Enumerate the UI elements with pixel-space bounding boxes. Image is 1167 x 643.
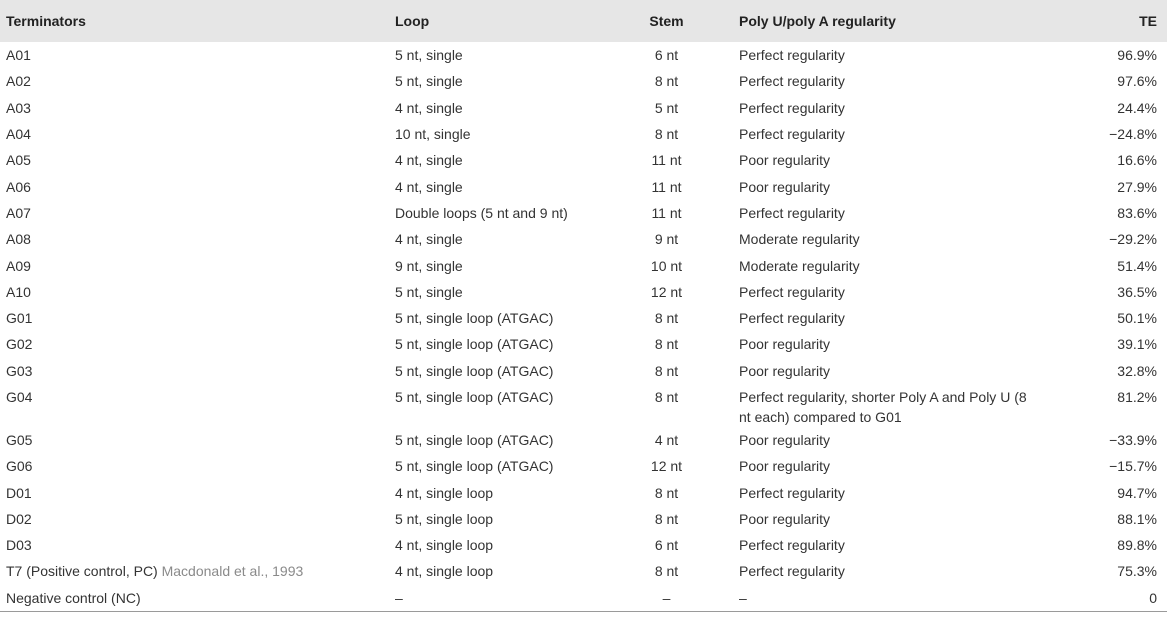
cell-loop: Double loops (5 nt and 9 nt)	[395, 204, 568, 221]
cell-terminator: Negative control (NC)	[0, 585, 389, 612]
table-row	[0, 147, 1167, 173]
cell-terminator: G05	[6, 432, 33, 448]
cell-stem: 8 nt	[654, 362, 679, 379]
cell-loop: 4 nt, single	[395, 178, 463, 195]
cell-loop: 5 nt, single loop (ATGAC)	[395, 458, 554, 475]
cell-terminator: A07	[6, 204, 31, 221]
cell-te: 50.1%	[1117, 310, 1157, 327]
table-row	[0, 585, 1167, 612]
cell-loop: 5 nt, single loop (ATGAC)	[395, 310, 554, 327]
cell-terminator: G03	[6, 362, 33, 379]
cell-poly: –	[733, 585, 1039, 612]
table-row	[0, 173, 1167, 199]
cell-te: 0	[1039, 585, 1167, 612]
cell-te: 32.8%	[1117, 362, 1157, 379]
table-row	[0, 200, 1167, 226]
cell-terminator: A06	[6, 178, 31, 195]
cell-te: 24.4%	[1117, 99, 1157, 116]
cell-loop: 4 nt, single	[395, 99, 463, 116]
cell-te: 94.7%	[1117, 484, 1157, 501]
cell-stem: 8 nt	[654, 336, 679, 353]
table-row	[0, 121, 1167, 147]
cell-te: −33.9%	[1109, 432, 1157, 448]
terminator-label: T7 (Positive control, PC)	[6, 563, 158, 580]
cell-loop: 4 nt, single loop	[395, 537, 494, 554]
table-row	[0, 252, 1167, 278]
cell-te: 81.2%	[1117, 388, 1157, 405]
cell-te: −29.2%	[1109, 231, 1157, 248]
cell-poly: Poor regularity	[739, 178, 831, 195]
cell-te: 96.9%	[1117, 47, 1157, 64]
cell-te: 83.6%	[1117, 204, 1157, 221]
citation-link[interactable]: Macdonald et al., 1993	[161, 563, 304, 580]
cell-stem: 11 nt	[651, 178, 682, 195]
cell-terminator: G02	[6, 336, 33, 353]
table-row	[0, 427, 1167, 453]
cell-stem: 6 nt	[654, 47, 679, 64]
table-row	[0, 226, 1167, 252]
cell-stem: 9 nt	[654, 231, 679, 248]
cell-poly: Perfect regularity	[739, 99, 845, 116]
cell-poly: Perfect regularity	[739, 484, 845, 501]
cell-poly: Poor regularity	[739, 458, 831, 475]
table-row	[0, 331, 1167, 357]
table-row	[0, 68, 1167, 94]
cell-terminator: G06	[6, 458, 33, 475]
cell-stem: 10 nt	[650, 257, 683, 274]
cell-stem: –	[600, 585, 733, 612]
cell-te: −24.8%	[1109, 126, 1157, 143]
cell-stem: 8 nt	[654, 310, 679, 327]
cell-poly: Perfect regularity	[739, 47, 845, 64]
cell-loop: 5 nt, single loop (ATGAC)	[395, 336, 554, 353]
cell-poly: Poor regularity	[739, 336, 831, 353]
table-row	[0, 42, 1167, 68]
cell-stem: 8 nt	[654, 484, 679, 501]
cell-te: 27.9%	[1117, 178, 1157, 195]
cell-stem: 8 nt	[654, 73, 679, 90]
table-row	[0, 279, 1167, 305]
header-te: TE	[1139, 13, 1157, 29]
cell-loop: 5 nt, single	[395, 283, 463, 300]
cell-poly: Perfect regularity	[739, 537, 845, 554]
cell-stem: 8 nt	[654, 510, 679, 527]
table-row	[0, 358, 1167, 384]
header-loop: Loop	[395, 13, 430, 29]
cell-terminator: D02	[6, 510, 32, 527]
cell-loop: 4 nt, single	[395, 231, 463, 248]
cell-terminator: D01	[6, 484, 32, 501]
cell-loop: 4 nt, single	[395, 152, 463, 169]
cell-te: 97.6%	[1117, 73, 1157, 90]
cell-loop: 5 nt, single	[395, 73, 463, 90]
cell-terminator: A04	[6, 126, 31, 143]
cell-poly: Poor regularity	[739, 152, 831, 169]
cell-te: 39.1%	[1117, 336, 1157, 353]
cell-poly: Perfect regularity	[739, 310, 845, 327]
header-stem: Stem	[649, 13, 684, 29]
cell-terminator: G04	[6, 388, 33, 405]
cell-terminator: A08	[6, 231, 31, 248]
cell-stem: 11 nt	[651, 204, 682, 221]
cell-terminator: A09	[6, 257, 31, 274]
header-poly: Poly U/poly A regularity	[739, 13, 896, 29]
cell-poly: Perfect regularity	[739, 563, 845, 580]
cell-poly: Moderate regularity	[739, 231, 860, 248]
header-row	[0, 0, 1167, 42]
cell-poly: Poor regularity	[739, 362, 831, 379]
cell-loop: 9 nt, single	[395, 257, 463, 274]
cell-stem: 5 nt	[654, 99, 679, 116]
cell-loop: 5 nt, single loop (ATGAC)	[395, 432, 554, 448]
cell-poly: Perfect regularity, shorter Poly A and Poly U (8 nt each) compared to G01	[739, 388, 1027, 425]
cell-loop: 5 nt, single loop	[395, 510, 494, 527]
cell-terminator	[0, 558, 389, 584]
cell-stem: 12 nt	[650, 458, 683, 475]
cell-te: 75.3%	[1117, 563, 1157, 580]
header-terminators: Terminators	[6, 13, 86, 29]
cell-poly: Perfect regularity	[739, 73, 845, 90]
cell-te: 88.1%	[1117, 510, 1157, 527]
cell-loop: 5 nt, single	[395, 47, 463, 64]
cell-loop: 4 nt, single loop	[395, 484, 494, 501]
cell-te: −15.7%	[1109, 458, 1157, 475]
cell-terminator: A03	[6, 99, 31, 116]
cell-terminator: D03	[6, 537, 32, 554]
table-row	[0, 305, 1167, 331]
table-row	[0, 95, 1167, 121]
cell-loop: 5 nt, single loop (ATGAC)	[395, 362, 554, 379]
cell-te: 51.4%	[1117, 257, 1157, 274]
table-row	[0, 532, 1167, 558]
cell-terminator: A01	[6, 47, 31, 64]
table-row	[0, 558, 1167, 584]
cell-stem: 4 nt	[654, 432, 679, 448]
cell-te: 16.6%	[1117, 152, 1157, 169]
cell-te: 89.8%	[1117, 537, 1157, 554]
table-row	[0, 384, 1167, 427]
cell-stem: 8 nt	[654, 388, 679, 405]
cell-stem: 8 nt	[654, 563, 679, 580]
cell-terminator: A02	[6, 73, 31, 90]
cell-loop: 5 nt, single loop (ATGAC)	[395, 388, 554, 405]
cell-terminator: A10	[6, 283, 31, 300]
cell-poly: Perfect regularity	[739, 126, 845, 143]
cell-poly: Perfect regularity	[739, 204, 845, 221]
cell-loop: 4 nt, single loop	[395, 563, 494, 580]
cell-terminator: G01	[6, 310, 33, 327]
cell-loop: 10 nt, single	[395, 126, 471, 143]
cell-poly: Poor regularity	[739, 510, 831, 527]
cell-loop: –	[389, 585, 600, 612]
table-row	[0, 453, 1167, 479]
table-row	[0, 506, 1167, 532]
cell-poly: Moderate regularity	[739, 257, 860, 274]
table-row	[0, 479, 1167, 505]
cell-stem: 6 nt	[654, 537, 679, 554]
cell-te: 36.5%	[1117, 283, 1157, 300]
cell-poly: Perfect regularity	[739, 283, 845, 300]
cell-stem: 8 nt	[654, 126, 679, 143]
cell-stem: 11 nt	[651, 152, 682, 169]
cell-terminator: A05	[6, 152, 31, 169]
cell-poly: Poor regularity	[739, 432, 831, 448]
cell-stem: 12 nt	[650, 283, 683, 300]
